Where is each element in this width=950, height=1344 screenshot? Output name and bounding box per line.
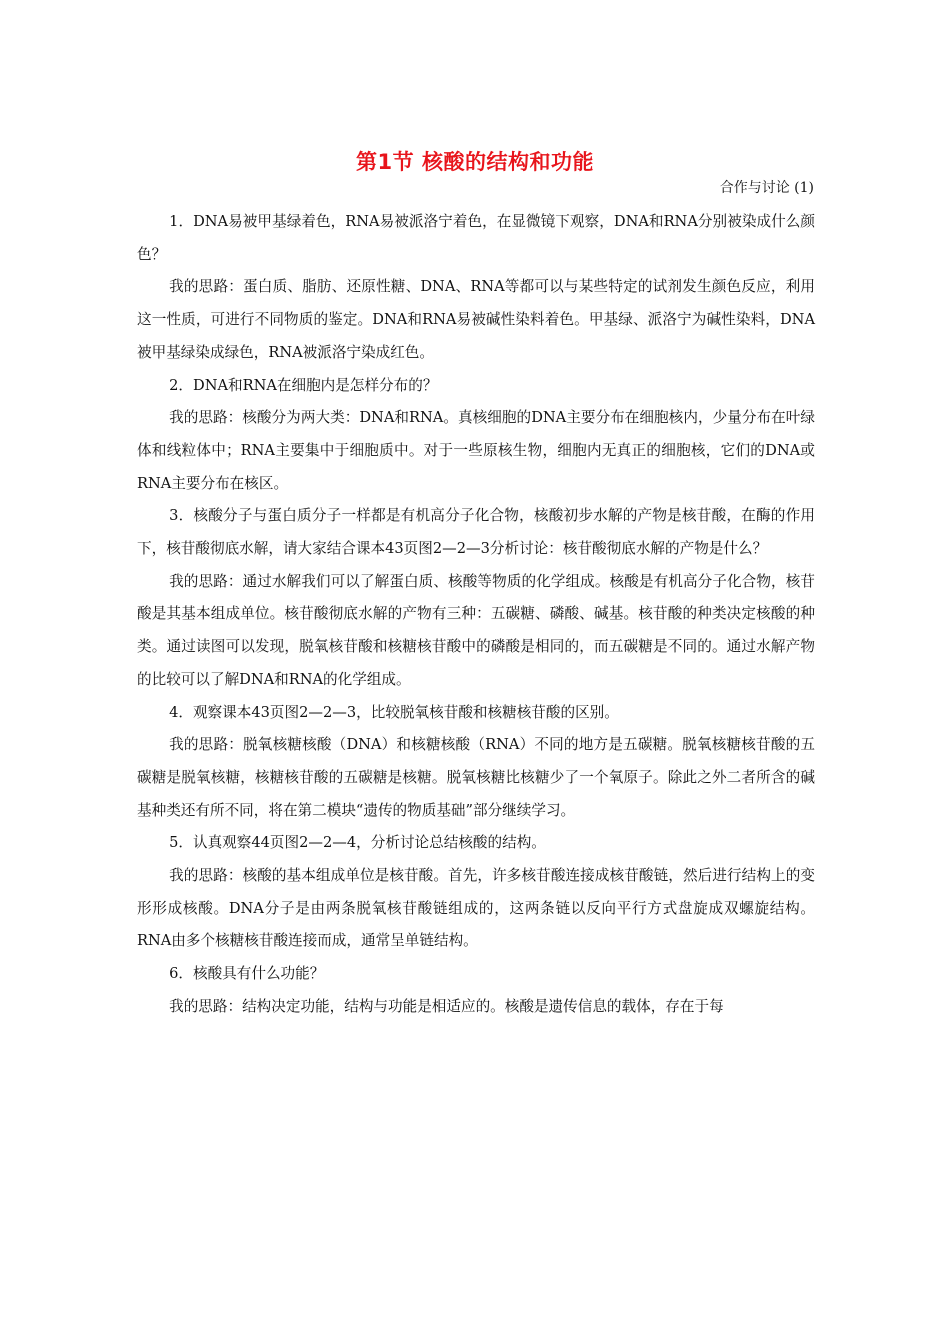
question-3: 3．核酸分子与蛋白质分子一样都是有机高分子化合物，核酸初步水解的产物是核苷酸，在酶的作用下，核苷酸彻底水解，请大家结合课本43页图2—2—3分析讨论：核苷酸彻底水解的产物是什么？ [137,507,815,558]
answer-1: 我的思路：蛋白质、脂肪、还原性糖、DNA、RNA等都可以与某些特定的试剂发生颜色反应，利用这一性质，可进行不同物质的鉴定。DNA和RNA易被碱性染料着色。甲基绿、派洛宁为碱性染料，DNA被甲基绿染成绿色，RNA被派洛宁染成红色。 [137,278,815,361]
question-1: 1．DNA易被甲基绿着色，RNA易被派洛宁着色，在显微镜下观察，DNA和RNA分别被染成什么颜色？ [137,213,815,263]
answer-2: 我的思路：核酸分为两大类：DNA和RNA。真核细胞的DNA主要分布在细胞核内，少量分布在叶绿体和线粒体中；RNA主要集中于细胞质中。对于一些原核生物，细胞内无真正的细胞核，它们的DNA或RNA主要分布在核区。 [137,409,815,492]
answer-5: 我的思路：核酸的基本组成单位是核苷酸。首先，许多核苷酸连接成核苷酸链，然后进行结构上的变形形成核酸。DNA分子是由两条脱氧核苷酸链组成的，这两条链以反向平行方式盘旋成双螺旋结构。RNA由多个核糖核苷酸连接而成，通常呈单链结构。 [137,867,815,950]
question-2: 2．DNA和RNA在细胞内是怎样分布的？ [169,376,438,394]
question-4: 4．观察课本43页图2—2—3，比较脱氧核苷酸和核糖核苷酸的区别。 [169,703,619,721]
section-label: 合作与讨论 (1) [719,180,814,196]
question-5: 5．认真观察44页图2—2—4，分析讨论总结核酸的结构。 [169,834,546,852]
body-text [137,206,815,1024]
answer-4: 我的思路：脱氧核糖核酸（DNA）和核糖核酸（RNA）不同的地方是五碳糖。脱氧核糖核苷酸的五碳糖是脱氧核糖，核糖核苷酸的五碳糖是核糖。脱氧核糖比核糖少了一个氧原子。除此之外二者所含的碱基种类还有所不同，将在第二模块“遗传的物质基础”部分继续学习。 [137,736,815,819]
question-6: 6．核酸具有什么功能？ [169,965,325,983]
answer-6: 我的思路：结构决定功能，结构与功能是相适应的。核酸是遗传信息的载体，存在于每 [169,997,724,1015]
answer-3: 我的思路：通过水解我们可以了解蛋白质、核酸等物质的化学组成。核酸是有机高分子化合物，核苷酸是其基本组成单位。核苷酸彻底水解的产物有三种：五碳糖、磷酸、碱基。核苷酸的种类决定核酸的种类。通过读图可以发现，脱氧核苷酸和核糖核苷酸中的磷酸是相同的，而五碳糖是不同的。通过水解产物的比较可以了解DNA和RNA的化学组成。 [137,572,815,688]
page-title: 第1节 核酸的结构和功能 [356,150,594,174]
